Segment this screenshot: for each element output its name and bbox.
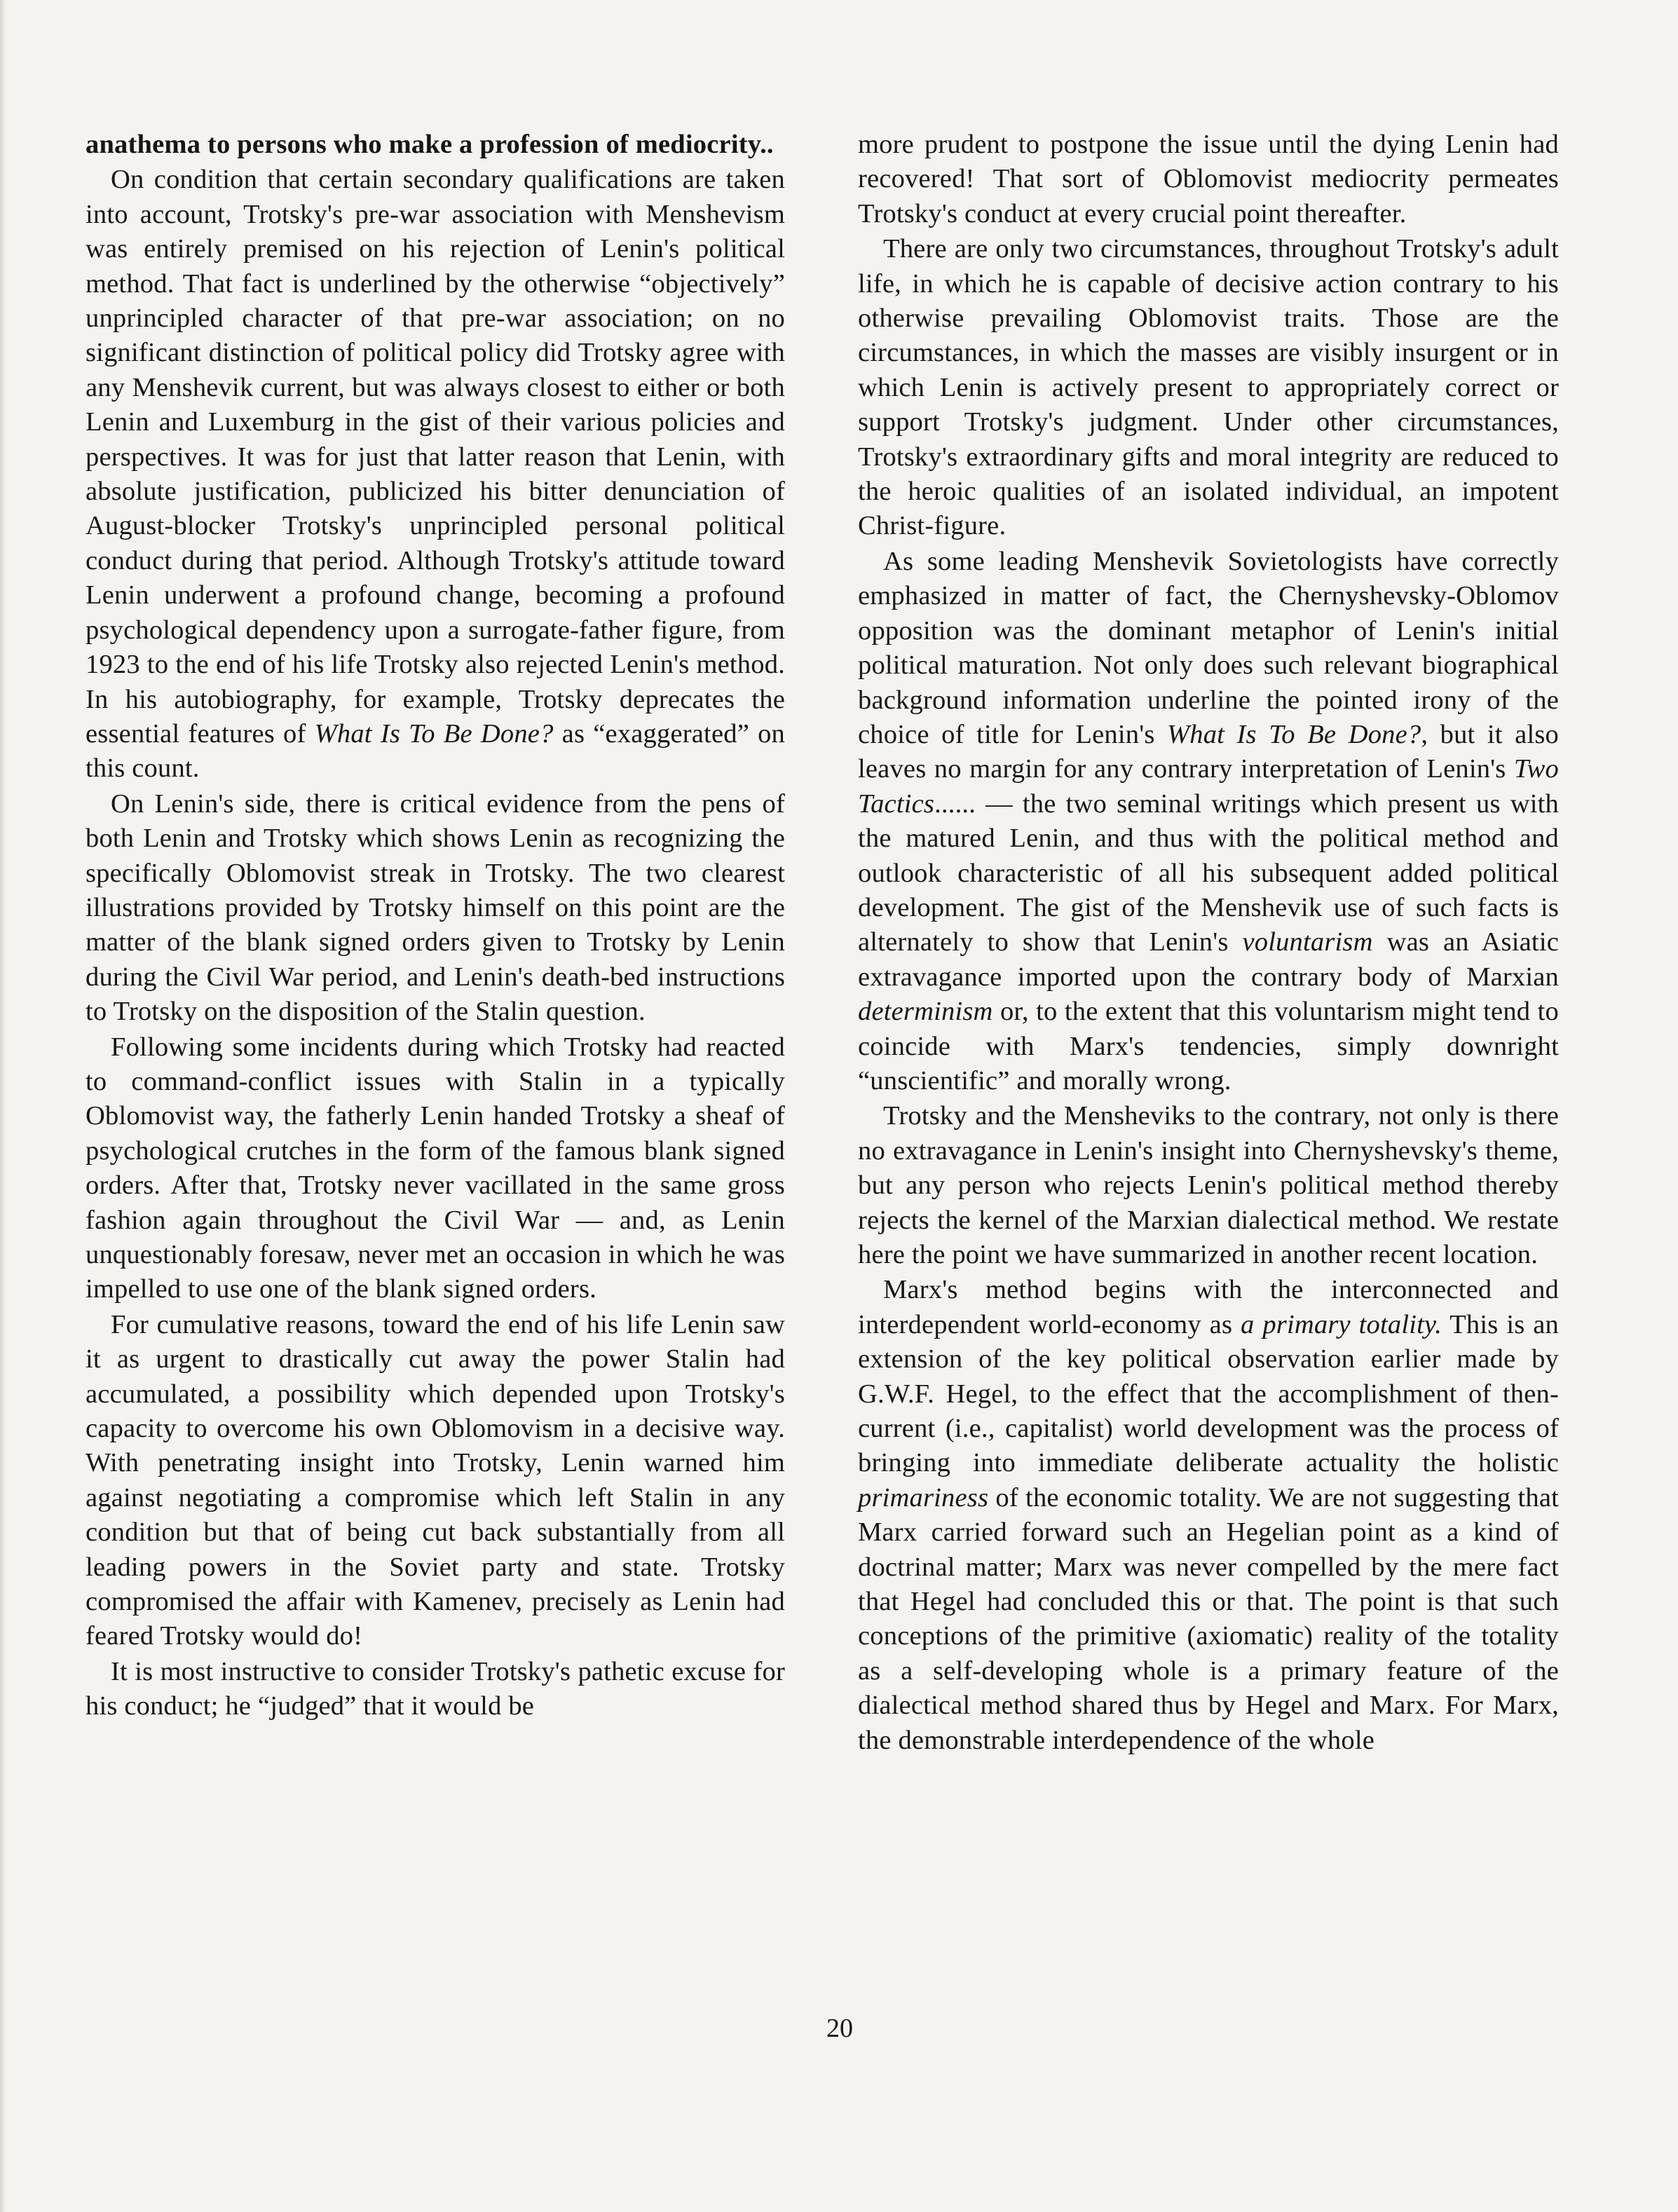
paragraph-text: , but it also leaves no margin for any contrary interpretation of Lenin's bbox=[858, 719, 1559, 784]
emphasized-term: determinism bbox=[858, 997, 993, 1027]
left-column bbox=[86, 128, 785, 1725]
emphasized-term: primariness bbox=[858, 1482, 989, 1513]
paragraph-text: On Lenin's side, there is critical evidence from the pens of both Lenin and Trotsky which shows Lenin as recognizing the specifically Oblomovist streak in Trotsky. The two clearest illustrations provided by Trotsky himself on this point are the matter of the blank signed orders given to Trotsky by Lenin during the Civil War period, and Lenin's death-bed instructions to Trotsky on the disposition of the Stalin question. bbox=[86, 788, 785, 1027]
paragraph bbox=[86, 128, 785, 162]
paragraph bbox=[858, 232, 1559, 544]
paragraph bbox=[858, 1273, 1559, 1758]
book-title: What Is To Be Done? bbox=[314, 718, 554, 749]
paragraph-text: Marx's method begins with the interconnected and interdependent world-economy as bbox=[858, 1275, 1559, 1339]
paragraph-text: more prudent to postpone the issue until the dying Lenin had recovered! That sort of Oblomovist mediocrity permeates Trotsky's conduct at every crucial point thereafter. bbox=[858, 130, 1559, 228]
paragraph-text: Following some incidents during which Trotsky had reacted to command-conflict issues with Stalin in a typically Oblomovist way, the fatherly Lenin handed Trotsky a sheaf of psychological crutches in the form of the famous blank signed orders. After that, Trotsky never vacillated in the same gross fashion again throughout the Civil War — and, as Lenin unquestionably foresaw, never met an occasion in which he was impelled to use one of the blank signed orders. bbox=[86, 1032, 785, 1304]
paragraph-text: For cumulative reasons, toward the end of his life Lenin saw it as urgent to drastically cut away the power Stalin had accumulated, a possibility which depended upon Trotsky's capacity to overcome his own Oblomovism in a decisive way. With penetrating insight into Trotsky, Lenin warned him against negotiating a compromise which left Stalin in any condition but that of being cut back substantially from all leading powers in the Soviet party and state. Trotsky compromised the affair with Kamenev, precisely as Lenin had feared Trotsky would do! bbox=[86, 1309, 785, 1651]
paragraph-text: This is an extension of the key political observation earlier made by G.W.F. Hegel, to the effect that the accomplishment of then-current (i.e., capitalist) world development was the process of bringing into immediate deliberate actuality the holistic bbox=[858, 1309, 1560, 1478]
book-title: What Is To Be Done? bbox=[1167, 719, 1421, 749]
scan-edge bbox=[0, 0, 6, 2212]
paragraph bbox=[86, 163, 785, 786]
emphasized-term: a primary totality. bbox=[1241, 1309, 1442, 1339]
paragraph bbox=[858, 545, 1559, 1099]
emphasized-term: voluntarism bbox=[1242, 927, 1373, 957]
paragraph-text: There are only two circumstances, throughout Trotsky's adult life, in which he is capable of decisive action contrary to his otherwise prevailing Oblomovist traits. Those are the circumstances, in which the masses are visibly insurgent or in which Lenin is actively present to appropriately correct or support Trotsky's judgment. Under other circumstances, Trotsky's extraordinary gifts and moral integrity are reduced to the heroic qualities of an isolated individual, an impotent Christ-figure. bbox=[858, 234, 1559, 541]
paragraph-text: as “exaggerated” on this count. bbox=[86, 718, 785, 784]
paragraph-text: Trotsky and the Mensheviks to the contrary, not only is there no extravagance in Lenin's insight into Chernyshevsky's theme, but any person who rejects Lenin's political method thereby rejects the kernel of the Marxian dialectical method. We restate here the point we have summarized in another recent location. bbox=[858, 1101, 1559, 1269]
paragraph-text: of the economic totality. We are not suggesting that Marx carried forward such an Hegelian point as a kind of doctrinal matter; Marx was never compelled by the mere fact that Hegel had concluded this or that. The point is that such conceptions of the primitive (axiomatic) reality of the totality as a self-developing whole is a primary feature of the dialectical method shared thus by Hegel and Marx. For Marx, the demonstrable interdependence of the whole bbox=[858, 1482, 1559, 1755]
paragraph-text: On condition that certain secondary qualifications are taken into account, Trotsky's pre-war association with Menshevism was entirely premised on his rejection of Lenin's political method. That fact is underlined by the otherwise “objectively” unprincipled character of that pre-war association; on no significant distinction of political policy did Trotsky agree with any Menshevik current, but was always closest to either or both Lenin and Luxemburg in the gist of their various policies and perspectives. It was for just that latter reason that Lenin, with absolute justification, publicized his bitter denunciation of August-blocker Trotsky's unprincipled personal political conduct during that period. Although Trotsky's attitude toward Lenin underwent a profound change, becoming a profound psychological dependency upon a surrogate-father figure, from 1923 to the end of his life Trotsky also rejected Lenin's method. In his autobiography, for example, Trotsky deprecates the essential features of bbox=[86, 165, 785, 749]
paragraph bbox=[858, 1099, 1559, 1272]
paragraph-text: As some leading Menshevik Sovietologists have correctly emphasized in matter of fact, the Chernyshevsky-Oblomov opposition was the dominant metaphor of Lenin's initial political maturation. Not only does such relevant biographical background information underline the pointed irony of the choice of title for Lenin's bbox=[858, 546, 1559, 749]
paragraph bbox=[86, 787, 785, 1030]
page-number: 20 bbox=[826, 2014, 853, 2043]
paragraph bbox=[86, 1030, 785, 1307]
paragraph-text: anathema to persons who make a profession of mediocrity.. bbox=[86, 130, 774, 159]
paragraph-text: was an Asiatic extravagance imported upon the contrary body of Marxian bbox=[858, 927, 1559, 992]
right-column bbox=[858, 128, 1559, 1759]
book-title: Two Tactics bbox=[858, 754, 1559, 819]
paragraph-text: ...... — the two seminal writings which present us with the matured Lenin, and thus with the political method and outlook characteristic of all his subsequent added political development. The gist of the Menshevik use of such facts is alternately to show that Lenin's bbox=[858, 788, 1559, 957]
paragraph bbox=[86, 1655, 785, 1724]
paragraph bbox=[86, 1308, 785, 1654]
paragraph-text: or, to the extent that this voluntarism might tend to coincide with Marx's tendencies, simply downright “unscientific” and morally wrong. bbox=[858, 997, 1559, 1095]
paragraph bbox=[858, 128, 1559, 231]
paragraph-text: It is most instructive to consider Trotsky's pathetic excuse for his conduct; he “judged” that it would be bbox=[86, 1656, 785, 1721]
